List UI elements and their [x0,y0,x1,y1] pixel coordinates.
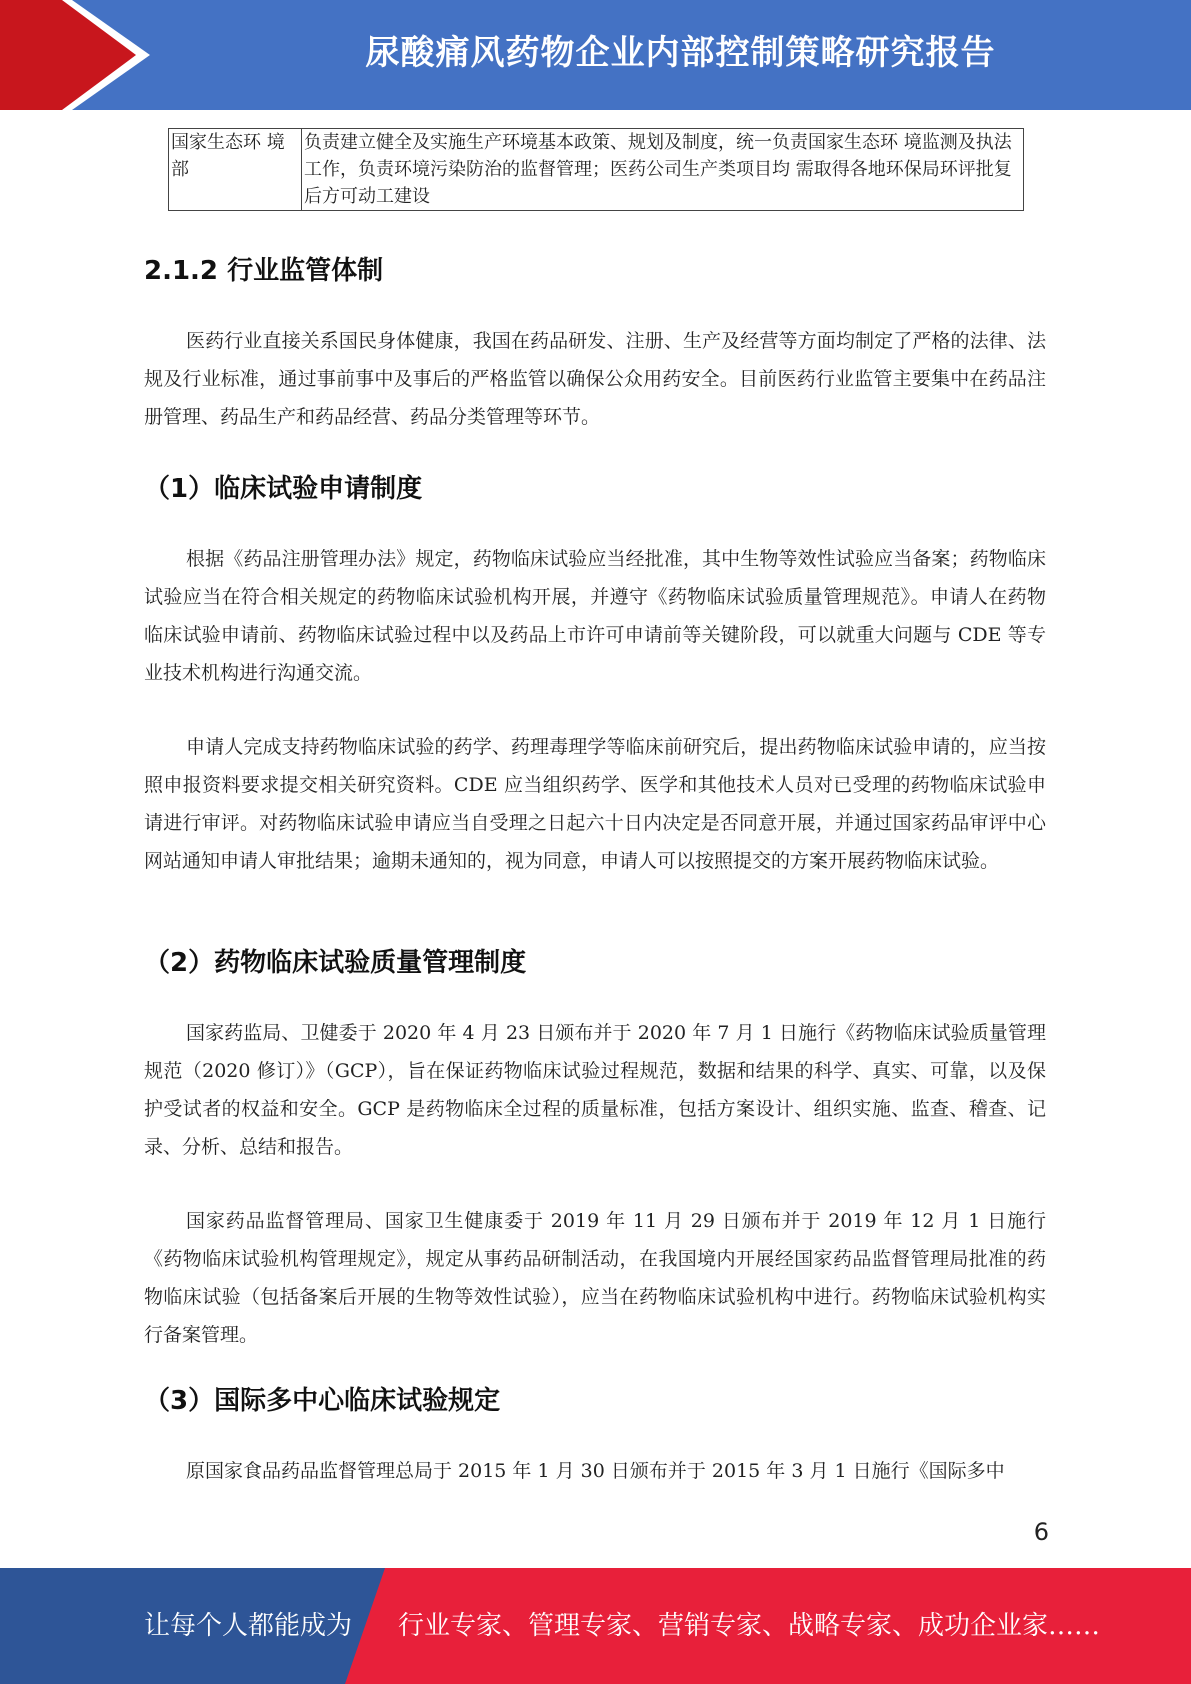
footer-slogan-right: 行业专家、管理专家、营销专家、战略专家、成功企业家…… [398,1611,1101,1641]
subsection-heading-2: （2）药物临床试验质量管理制度 [144,948,527,978]
regulator-table [168,128,1024,211]
paragraph-2-1: 国家药监局、卫健委于 2020 年 4 月 23 日颁布并于 2020 年 7 月 1 日施行《药物临床试验质量管理规范（2020 修订）》（GCP），旨在保证药物临床试验过程规范，数据和结果的科学、真实、可靠，以及保护受试者的权益和安全。GCP 是药物临床全过程的质量标准，包括方案设计、组织实施、监查、稽查、记录、分析、总结和报告。 [144,1022,1046,1158]
table-cell-duty: 负责建立健全及实施生产环境基本政策、规划及制度，统一负责国家生态环 境监测及执法工作，负责环境污染防治的监督管理；医药公司生产类项目均 需取得各地环保局环评批复后方可动工建设 [302,129,1024,211]
header-bar [0,0,1191,110]
paragraph-3-1: 原国家食品药品监督管理总局于 2015 年 1 月 30 日颁布并于 2015 年 3 月 1 日施行《国际多中 [186,1460,1005,1482]
subsection-heading-3: （3）国际多中心临床试验规定 [144,1386,501,1416]
paragraph-2-2: 国家药品监督管理局、国家卫生健康委于 2019 年 11 月 29 日颁布并于 2019 年 12 月 1 日施行《药物临床试验机构管理规定》，规定从事药品研制活动，在我国境内开展经国家药品监督管理局批准的药物临床试验（包括备案后开展的生物等效性试验），应当在药物临床试验机构中进行。药物临床试验机构实行备案管理。 [144,1210,1046,1346]
page-number: 6 [1033,1518,1049,1546]
paragraph-1-1: 根据《药品注册管理办法》规定，药物临床试验应当经批准，其中生物等效性试验应当备案；药物临床试验应当在符合相关规定的药物临床试验机构开展，并遵守《药物临床试验质量管理规范》。申请人在药物临床试验申请前、药物临床试验过程中以及药品上市许可申请前等关键阶段，可以就重大问题与 CDE 等专业技术机构进行沟通交流。 [144,548,1046,684]
paragraph-1-2: 申请人完成支持药物临床试验的药学、药理毒理学等临床前研究后，提出药物临床试验申请的，应当按照申报资料要求提交相关研究资料。CDE 应当组织药学、医学和其他技术人员对已受理的药物临床试验申请进行审评。对药物临床试验申请应当自受理之日起六十日内决定是否同意开展，并通过国家药品审评中心网站通知申请人审批结果；逾期未通知的，视为同意，申请人可以按照提交的方案开展药物临床试验。 [144,736,1046,872]
footer-bar [0,1568,1191,1684]
table-cell-name: 国家生态环 境部 [169,129,302,211]
subsection-heading-1: （1）临床试验申请制度 [144,474,423,504]
intro-paragraph: 医药行业直接关系国民身体健康，我国在药品研发、注册、生产及经营等方面均制定了严格的法律、法规及行业标准，通过事前事中及事后的严格监管以确保公众用药安全。目前医药行业监管主要集中在药品注册管理、药品生产和药品经营、药品分类管理等环节。 [144,330,1046,428]
section-heading: 2.1.2 行业监管体制 [144,256,384,286]
header-arrow-decoration [0,0,160,110]
report-title: 尿酸痛风药物企业内部控制策略研究报告 [365,33,996,73]
table-row [169,129,1024,211]
footer-slogan-left: 让每个人都能成为 [144,1611,353,1641]
